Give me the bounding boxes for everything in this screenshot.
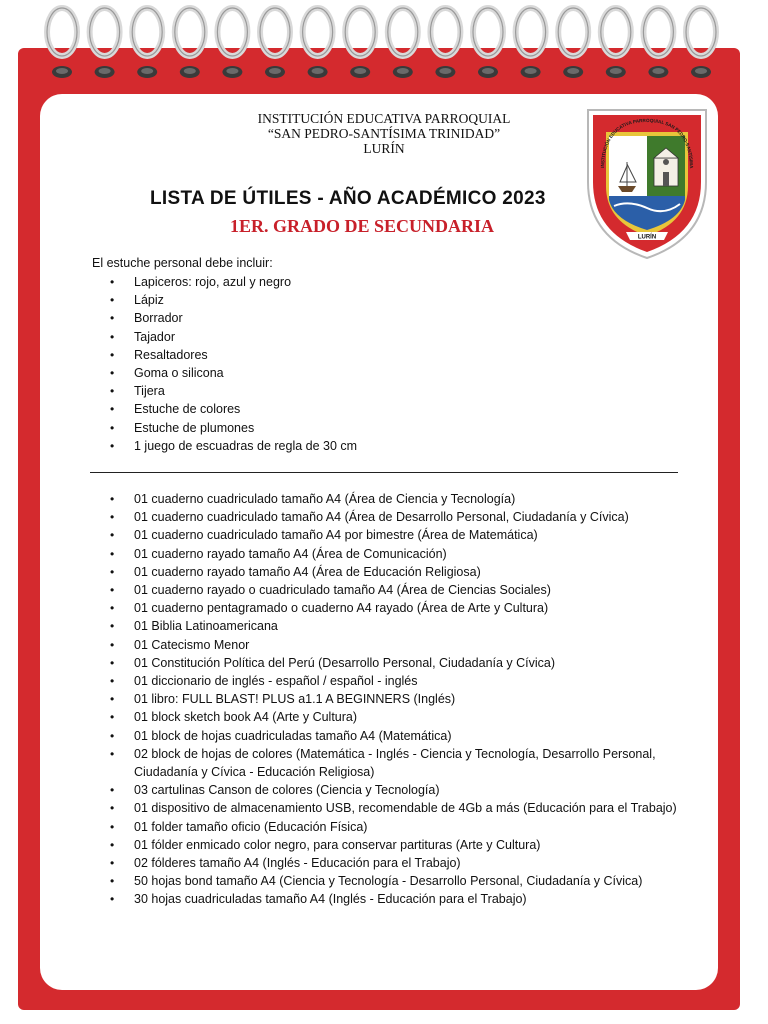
spiral-ring [132,8,162,78]
list-item: • 50 hojas bond tamaño A4 (Ciencia y Tecnología - Desarrollo Personal, Ciudadanía y Cívica) [92,872,692,890]
crest-arc-text: INSTITUCIÓN EDUCATIVA PARROQUIAL SAN PEDRO-SANTÍSIMA [600,117,694,169]
list-item: • Lápiz [92,291,692,309]
list-item: • 01 block sketch book A4 (Arte y Cultura) [92,708,692,726]
list-item: • 02 block de hojas de colores (Matemática - Inglés - Ciencia y Tecnología, Desarrollo Personal, Ciudadanía y Cívica - Educación Religiosa) [92,745,692,781]
list-item: • 01 cuaderno cuadriculado tamaño A4 por bimestre (Área de Matemática) [92,526,692,544]
estuche-list [92,273,692,455]
spiral-ring [643,8,673,78]
list-item: • Estuche de plumones [92,419,692,437]
list-item: • 01 Constitución Política del Perú (Desarrollo Personal, Ciudadanía y Cívica) [92,654,692,672]
spiral-ring [303,8,333,78]
spiral-ring [601,8,631,78]
list-item: • Tajador [92,328,692,346]
list-item: • 01 block de hojas cuadriculadas tamaño A4 (Matemática) [92,727,692,745]
list-item: • Borrador [92,309,692,327]
list-item: • 01 cuaderno rayado tamaño A4 (Área de Comunicación) [92,545,692,563]
grade-subtitle: 1ER. GRADO DE SECUNDARIA [230,216,495,236]
spiral-ring [175,8,205,78]
list-item: • Resaltadores [92,346,692,364]
list-item: • 01 diccionario de inglés - español / español - inglés [92,672,692,690]
materials-list [92,490,692,909]
list-item: • Lapiceros: rojo, azul y negro [92,273,692,291]
spiral-ring [430,8,460,78]
estuche-intro: El estuche personal debe incluir: [92,256,273,270]
spiral-ring [90,8,120,78]
spiral-ring [388,8,418,78]
list-item: • 01 Catecismo Menor [92,636,692,654]
crest-banner-text: LURÍN [637,234,657,241]
list-item: • 01 cuaderno pentagramado o cuaderno A4 rayado (Área de Arte y Cultura) [92,599,692,617]
section-divider [90,472,678,473]
spiral-ring [47,8,77,78]
spiral-ring [217,8,247,78]
list-item: • 01 cuaderno cuadriculado tamaño A4 (Área de Ciencia y Tecnología) [92,490,692,508]
spiral-ring [345,8,375,78]
spiral-ring [686,8,716,78]
spiral-ring [516,8,546,78]
spiral-ring [473,8,503,78]
list-item: • 02 fólderes tamaño A4 (Inglés - Educación para el Trabajo) [92,854,692,872]
list-item: • Estuche de colores [92,400,692,418]
list-item: • 30 hojas cuadriculadas tamaño A4 (Inglés - Educación para el Trabajo) [92,890,692,908]
spiral-ring [260,8,290,78]
list-item: • 01 Biblia Latinoamericana [92,617,692,635]
school-crest-logo [584,100,710,262]
document-title: LISTA DE ÚTILES - AÑO ACADÉMICO 2023 [150,188,546,209]
list-item: • Tijera [92,382,692,400]
list-item: • 01 folder tamaño oficio (Educación Física) [92,818,692,836]
list-item: • 01 libro: FULL BLAST! PLUS a1.1 A BEGINNERS (Inglés) [92,690,692,708]
list-item: • 01 cuaderno cuadriculado tamaño A4 (Área de Desarrollo Personal, Ciudadanía y Cívica) [92,508,692,526]
list-item: • Goma o silicona [92,364,692,382]
institution-school: “SAN PEDRO-SANTÍSIMA TRINIDAD” [267,126,501,141]
institution-name: INSTITUCIÓN EDUCATIVA PARROQUIAL [257,111,511,126]
list-item: • 01 cuaderno rayado tamaño A4 (Área de Educación Religiosa) [92,563,692,581]
spiral-ring [558,8,588,78]
list-item: • 01 cuaderno rayado o cuadriculado tamaño A4 (Área de Ciencias Sociales) [92,581,692,599]
list-item: • 03 cartulinas Canson de colores (Ciencia y Tecnología) [92,781,692,799]
list-item: • 01 fólder enmicado color negro, para conservar partituras (Arte y Cultura) [92,836,692,854]
institution-location: LURÍN [363,141,405,156]
list-item: • 1 juego de escuadras de regla de 30 cm [92,437,692,455]
spiral-binding [0,0,768,96]
list-item: • 01 dispositivo de almacenamiento USB, recomendable de 4Gb a más (Educación para el Trabajo) [92,799,692,817]
